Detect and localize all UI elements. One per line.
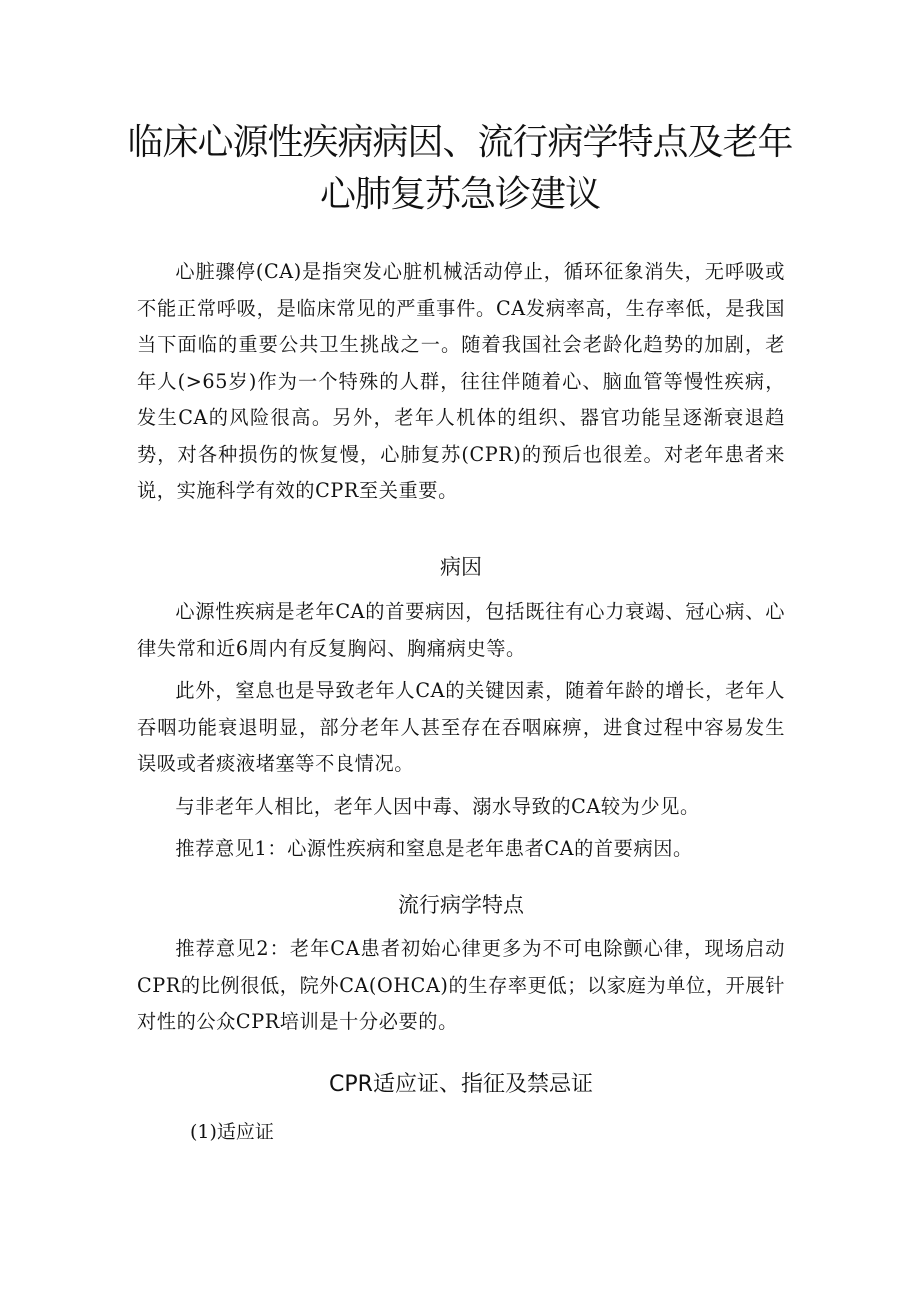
document-title-line2: 心肺复苏急诊建议 — [319, 174, 600, 215]
section-heading-etiology: 病因 — [440, 555, 482, 579]
epidemiology-section — [137, 931, 785, 1041]
section-heading-epidemiology: 流行病学特点 — [398, 893, 524, 917]
recommendation-1: 推荐意见1：心源性疾病和窒息是老年患者CA的首要病因。 — [175, 837, 693, 860]
etiology-paragraph-1: 心源性疾病是老年CA的首要病因，包括既往有心力衰竭、冠心病、心律失常和近6周内有反复胸闷、胸痛病史等。 — [137, 600, 785, 660]
intro-section — [137, 254, 785, 510]
etiology-paragraph-2: 此外，窒息也是导致老年人CA的关键因素，随着年龄的增长，老年人吞咽功能衰退明显，部分老年人甚至存在吞咽麻痹，进食过程中容易发生误吸或者痰液堵塞等不良情况。 — [137, 679, 785, 775]
intro-paragraph: 心脏骤停(CA)是指突发心脏机械活动停止，循环征象消失，无呼吸或不能正常呼吸，是临床常见的严重事件。CA发病率高，生存率低，是我国当下面临的重要公共卫生挑战之一。随着我国社会老龄化趋势的加剧，老年人(>65岁)作为一个特殊的人群，往往伴随着心、脑血管等慢性疾病，发生CA的风险很高。另外，老年人机体的组织、器官功能呈逐渐衰退趋势，对各种损伤的恢复慢，心肺复苏(CPR)的预后也很差。对老年患者来说，实施科学有效的CPR至关重要。 — [137, 260, 785, 502]
subsection-indications: (1)适应证 — [190, 1121, 274, 1143]
document-title-line1: 临床心源性疾病病因、流行病学特点及老年 — [127, 122, 793, 163]
section-heading-cpr-indications: CPR适应证、指征及禁忌证 — [329, 1072, 593, 1097]
etiology-paragraph-3: 与非老年人相比，老年人因中毒、溺水导致的CA较为少见。 — [175, 794, 700, 818]
etiology-section — [137, 594, 785, 868]
recommendation-2: 推荐意见2：老年CA患者初始心律更多为不可电除颤心律，现场启动CPR的比例很低，院外CA(OHCA)的生存率更低；以家庭为单位，开展针对性的公众CPR培训是十分必要的。 — [137, 937, 785, 1033]
